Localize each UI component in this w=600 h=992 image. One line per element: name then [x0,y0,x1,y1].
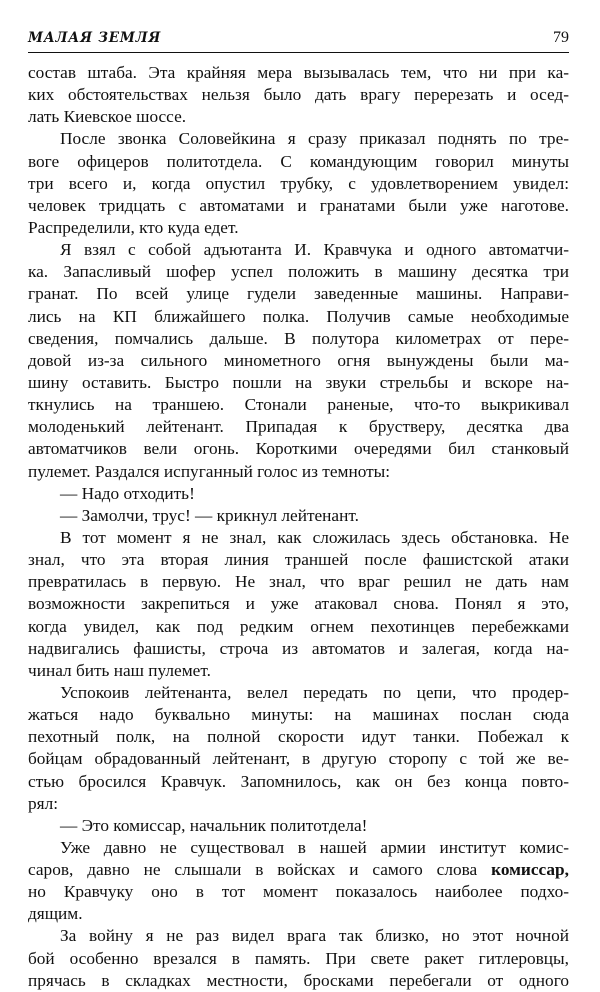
text-line: сведения, помчались дальше. В полутора километрах от пере- [28,328,569,348]
text-line: жаться надо буквально минуты: на машинах послан сюда [28,705,569,725]
text-line: бой особенно врезался в память. При свете ракет гитлеровцы, [28,948,569,968]
text-line: шину оставить. Быстро пошли на звуки стрельбы и вскоре на- [28,372,569,392]
dialogue-line: — Надо отходить! [60,483,195,503]
text-line: Успокоив лейтенанта, велел передать по цепи, что продер- [60,682,569,702]
text-line: За войну я не раз видел врага так близко, но этот ночной [60,926,569,946]
text-line: В тот момент я не знал, как сложилась здесь обстановка. Не [60,527,569,547]
text-line: возможности закрепиться и уже атаковал снова. Понял я это, [28,594,569,614]
text-line: Распределили, кто куда едет. [28,217,239,237]
text-line: гранат. По всей улице гудели заведенные машины. Направи- [28,284,569,304]
bold-word: комиссар, [491,860,569,880]
text-line: надвигались фашисты, строча из автоматов и залегая, когда на- [28,638,569,658]
text-line: ткнулись на траншею. Стонали раненые, что-то выкрикивал [28,395,569,415]
text-line: После звонка Соловейкина я сразу приказал поднять по тре- [60,129,569,149]
text-line: ка. Запасливый шофер успел положить в машину десятка три [28,262,569,282]
text-line: лать Киевское шоссе. [28,107,187,127]
header-rule [28,52,569,53]
text-line: воге офицеров политотдела. С командующим говорил минуты [28,151,569,171]
text-line: пулемет. Раздался испуганный голос из темноты: [28,461,391,481]
text-line: лись на КП ближайшего полка. Получив самые необходимые [28,306,569,326]
text-line: знал, что эта вторая линия траншей после фашистской атаки [28,550,569,570]
text-line: дящим. [28,904,83,924]
running-title: МАЛАЯ ЗЕМЛЯ [28,30,162,46]
text-line: три всего и, когда опустил трубку, с удовлетворением увидел: [28,173,569,193]
text-line-part: саров, давно не слышали в войсках и самого слова [28,860,492,880]
dialogue-line: — Это комиссар, начальник политотдела! [60,815,368,835]
text-line: Уже давно не существовал в нашей армии институт комис- [60,837,569,857]
text-line: довой из-за сильного минометного огня вынуждены были ма- [28,350,569,370]
text-line: состав штаба. Эта крайняя мера вызывалась тем, что ни при ка- [28,63,569,82]
text-line: человек тридцать с автоматами и гранатами были уже наготове. [28,195,569,215]
text-line: прячась в складках местности, бросками перебегали от одного [28,970,569,990]
text-line: чинал бить наш пулемет. [28,660,211,680]
text-line: пехотный полк, на полной скорости идут танки. Побежал к [28,727,569,747]
dialogue-line: — Замолчи, трус! — крикнул лейтенант. [60,505,359,525]
text-line: ких обстоятельствах нельзя было дать врагу перерезать и осед- [28,85,569,105]
text-line: бойцам обрадованный лейтенант, в другую сторопу с той же ве- [28,749,569,769]
text-line: но Кравчуку оно в тот момент показалось наиболее подхо- [28,882,569,902]
text-line: Я взял с собой адъютанта И. Кравчука и одного автоматчи- [60,240,569,260]
text-line: когда увидел, как под редким огнем пехотинцев перебежками [28,616,569,636]
text-line [28,859,569,881]
body-text [28,62,569,992]
page-number: 79 [553,29,569,46]
running-head [28,30,569,56]
text-line: стью бросился Кравчук. Запомнилось, как он без конца повто- [28,771,569,791]
text-line: автоматчиков вели огонь. Короткими очередями бил станковый [28,439,569,459]
text-line: молоденький лейтенант. Припадая к брустверу, десятка два [28,417,569,437]
text-line: рял: [28,793,59,813]
text-line: превратилась в первую. Не знал, что враг решил не дать нам [28,572,569,592]
